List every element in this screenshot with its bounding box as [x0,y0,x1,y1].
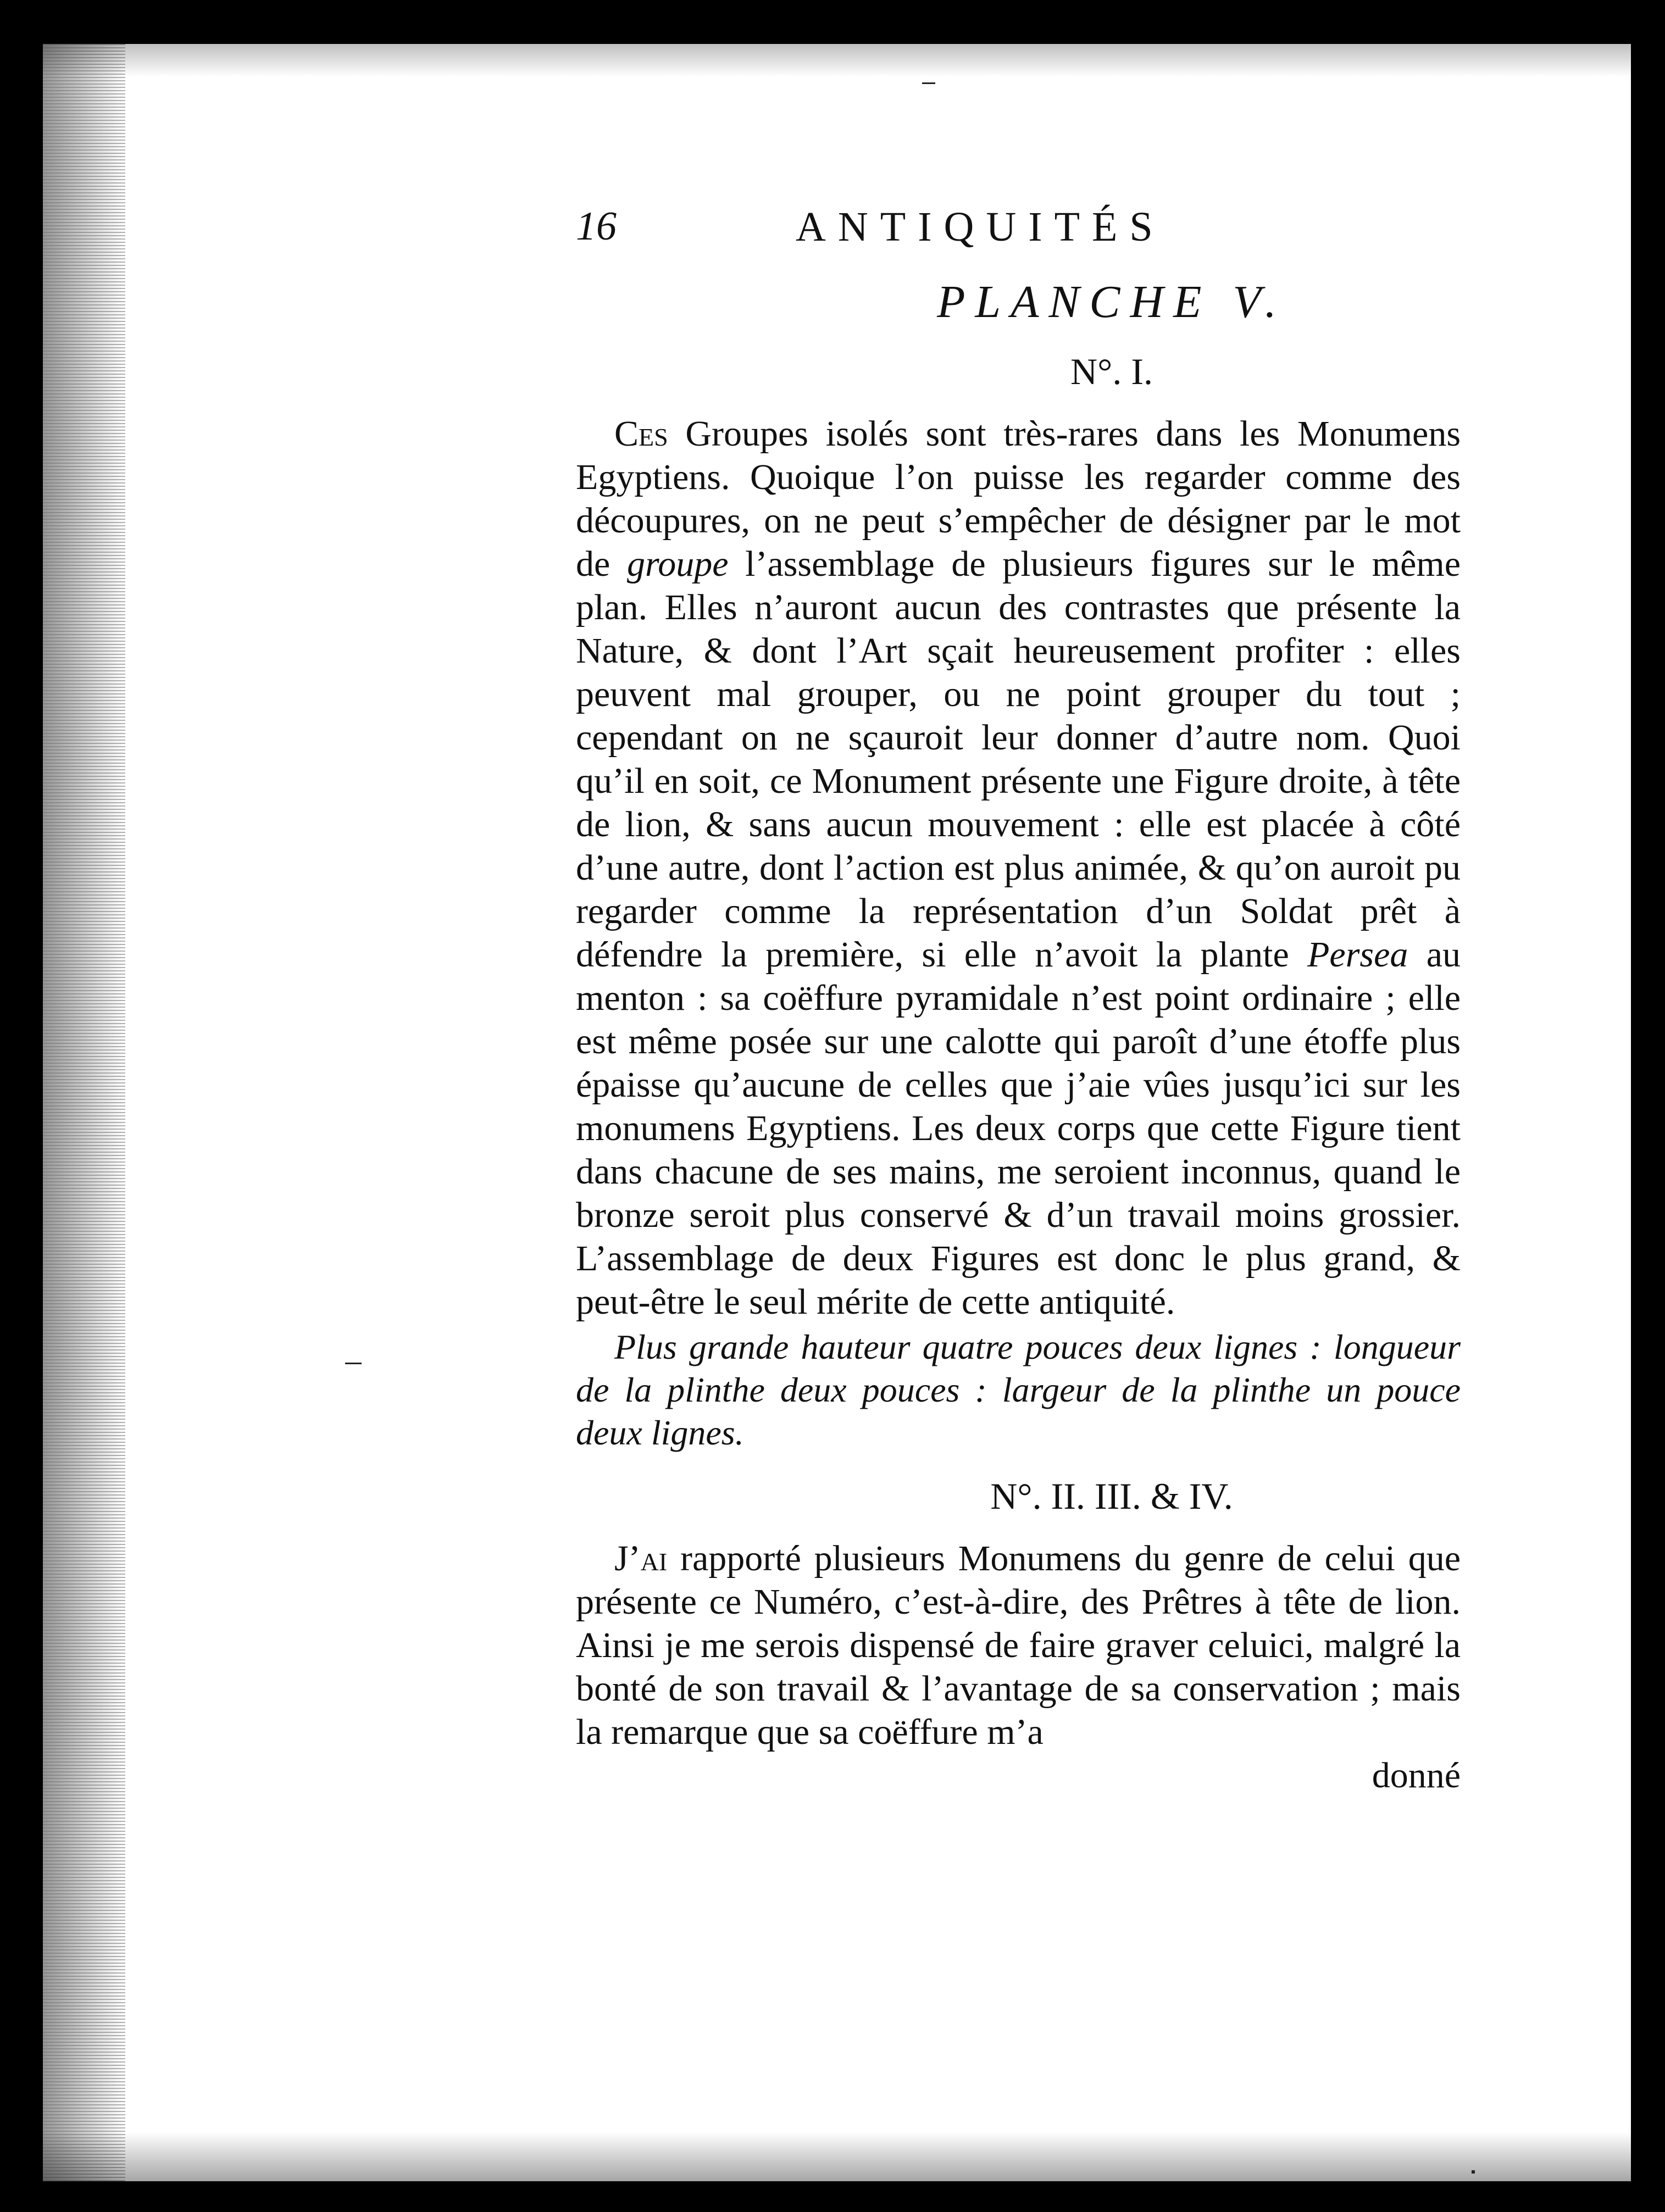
page-gutter-shadow [43,44,125,2181]
paragraph-1-italic-term-2: Persea [1307,935,1408,975]
page-number: 16 [576,204,617,249]
stray-ink-mark [922,82,935,84]
section-title-2: N°. II. III. & IV. [990,1475,1233,1517]
paragraph-2-text: rapporté plusieurs Monumens du genre de celui que présente ce Numéro, c’est-à-dire, des Prêtres à tête de lion. Ainsi je me serois dispensé de faire graver celuici, malgré la bonté de son travail & l’avantage de sa conservation ; mais la remarque que sa coëffure m’a [576,1538,1461,1752]
section-2-body [576,1537,1461,1797]
paragraph-2 [576,1537,1461,1754]
paragraph-1-italic-term: groupe [626,544,729,584]
paragraph-1-lead: Ces [614,414,668,454]
page-text-block [576,203,1461,1797]
paragraph-1-text-3: au menton : sa coëffure pyramidale n’est point ordinaire ; elle est même posée sur une calotte qui paroît d’une étoffe plus épaisse qu’aucune de celles que j’aie vûes jusqu’ici sur les monumens Egyptiens. Les deux corps que cette Figure tient dans chacune de ses mains, me seroient inconnus, quand le bronze seroit plus conservé & d’un travail moins grossier. L’assemblage de deux Figures est donc le plus grand, & peut-être le seul mérite de cette antiquité. [576,935,1461,1322]
running-head [576,203,1461,269]
section-title-1: N°. I. [1070,351,1153,392]
stray-ink-mark [345,1363,362,1364]
page-top-shadow [43,44,1631,77]
catchword: donné [1372,1755,1461,1796]
paragraph-2-lead: J’ai [614,1538,668,1579]
stray-ink-mark [1472,2170,1475,2174]
page-bottom-shadow [43,2132,1631,2181]
paragraph-1-text: Groupes isolés sont très-rares dans les Monumens Egyptiens. Quoique l’on puisse les regarder comme des découpures, on ne peut s’empêcher de désigner par le mot de [576,414,1461,584]
section-1-body [576,412,1461,1454]
paragraph-1-text-2: l’assemblage de plusieurs figures sur le même plan. Elles n’auront aucun des contrastes que présente la Nature, & dont l’Art sçait heureusement profiter : elles peuvent mal grouper, ou ne point grouper du tout ; cependant on ne sçauroit leur donner d’autre nom. Quoi qu’il en soit, ce Monument présente une Figure droite, à tête de lion, & sans aucun mouvement : elle est placée à côté d’une autre, dont l’action est plus animée, & qu’on auroit pu regarder comme la représentation d’un Soldat prêt à défendre la première, si elle n’avoit la plante [576,544,1461,975]
running-title: ANTIQUITÉS [796,204,1165,250]
paragraph-1 [576,412,1461,1324]
plate-title: PLANCHE V. [937,276,1286,327]
measurements-note: Plus grande hauteur quatre pouces deux lignes : longueur de la plinthe deux pouces : largeur de la plinthe un pouce deux lignes. [576,1327,1461,1452]
